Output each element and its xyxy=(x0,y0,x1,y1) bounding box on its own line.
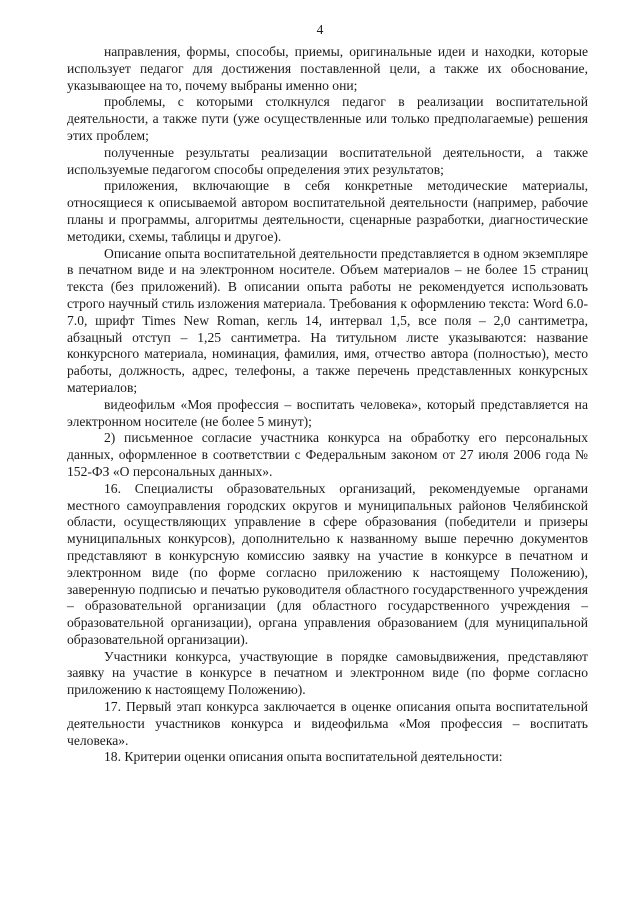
paragraph-video: видеофильм «Моя профессия – воспитать человека», который представляется на электронном носителе (не более 5 минут); xyxy=(67,396,588,429)
paragraph-item-17: 17. Первый этап конкурса заключается в оценке описания опыта воспитательной деятельности участников конкурса и видеофильма «Моя профессия – воспитать человека». xyxy=(67,699,588,748)
paragraph-problems: проблемы, с которыми столкнулся педагог в реализации воспитательной деятельности, а также пути (уже осуществленные или только предполагаемые) решения этих проблем; xyxy=(67,94,588,143)
paragraph-methods: направления, формы, способы, приемы, оригинальные идеи и находки, которые использует педагог для достижения поставленной цели, а также их обоснование, указывающее на то, почему выбраны именно они; xyxy=(67,44,588,93)
document-body xyxy=(67,44,588,766)
paragraph-appendices: приложения, включающие в себя конкретные методические материалы, относящиеся к описываемой автором воспитательной деятельности (например, рабочие планы и программы, алгоритмы деятельности, сценарные разработки, диагностические методики, схемы, таблицы и другое). xyxy=(67,178,588,244)
paragraph-description-requirements: Описание опыта воспитательной деятельности представляется в одном экземпляре в печатном виде и на электронном носителе. Объем материалов – не более 15 страниц текста (без приложений). В описании опыта работы не рекомендуется использовать строго научный стиль изложения материала. Требования к оформлению текста: Word 6.0-7.0, шрифт Times New Roman, кегль 14, интервал 1,5, все поля – 2,0 сантиметра, абзацный отступ – 1,25 сантиметра. На титульном листе указываются: название конкурсного материала, номинация, фамилия, имя, отчество автора (полностью), место работы, должность, адрес, телефоны, а также перечень представленных конкурсных материалов; xyxy=(67,245,588,395)
paragraph-item-18: 18. Критерии оценки описания опыта воспитательной деятельности: xyxy=(104,749,503,765)
page-number: 4 xyxy=(316,22,324,37)
paragraph-self-nomination: Участники конкурса, участвующие в порядке самовыдвижения, представляют заявку на участие в конкурсе в печатном и электронном виде (по форме согласно приложению к настоящему Положению). xyxy=(67,648,588,698)
paragraph-consent: 2) письменное согласие участника конкурса на обработку его персональных данных, оформленное в соответствии с Федеральным законом от 27 июля 2006 года № 152-ФЗ «О персональных данных». xyxy=(67,430,588,479)
paragraph-results: полученные результаты реализации воспитательной деятельности, а также используемые педагогом способы определения этих результатов; xyxy=(67,144,588,177)
paragraph-item-16: 16. Специалисты образовательных организаций, рекомендуемые органами местного самоуправления городских округов и муниципальных районов Челябинской области, осуществляющих управление в сфере образования (победители и призеры муниципальных конкурсов), дополнительно к названному выше перечню документов представляют в конкурсную комиссию заявку на участие в конкурсе в печатном и электронном виде (по форме согласно приложению к настоящему Положению), заверенную подписью и печатью руководителя областного государственного учреждения – образовательной организации (для областного государственного учреждения – образовательной организации), органа управления образованием (для муниципальной образовательной организации). xyxy=(67,480,588,647)
